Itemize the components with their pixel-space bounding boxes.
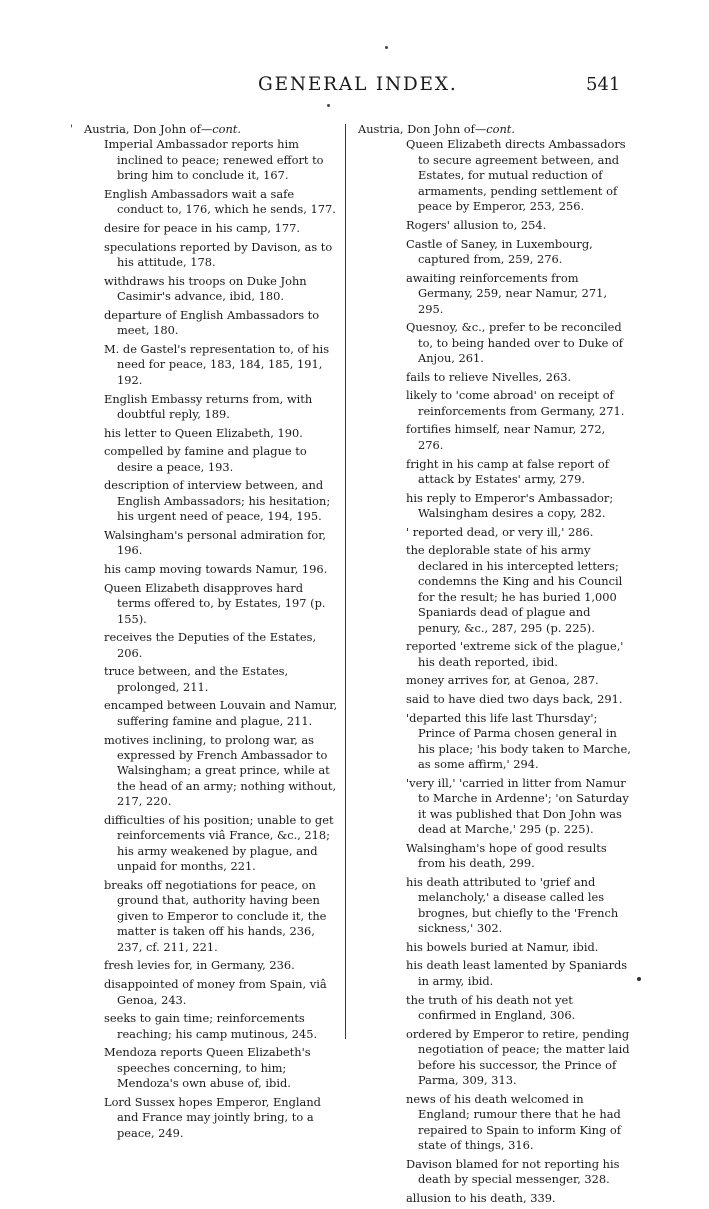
subentry: 'departed this life last Thursday'; Prince of Parma chosen general in his place; 'his body taken to Marche, as some affirm,' 294. [406, 710, 631, 772]
subentry: Quesnoy, &c., prefer to be reconciled to, to being handed over to Duke of Anjou, 261. [406, 320, 624, 366]
subentry: the truth of his death not yet confirmed in England, 306. [406, 992, 576, 1022]
subentry: withdraws his troops on Duke John Casimir's advance, ibid, 180. [104, 273, 307, 304]
entry-heading [358, 122, 632, 137]
subentry: said to have died two days back, 291. [406, 692, 623, 707]
subentry: truce between, and the Estates, prolonged, 211. [104, 664, 289, 694]
subentry: ordered by Emperor to retire, pending negotiation of peace; the matter laid before his successor, the Prince of Parma, 309, 313. [406, 1026, 630, 1087]
subentry: 'very ill,' 'carried in litter from Namur to Marche in Ardenne'; 'on Saturday it was published that Don John was dead at Marche,' 295 (p. 225). [406, 775, 629, 837]
subentry: fright in his camp at false report of attack by Estates' army, 279. [406, 456, 609, 487]
running-head [0, 74, 709, 104]
subentry: Rogers' allusion to, 254. [406, 217, 547, 232]
left-column [84, 122, 338, 1144]
heading-name: Austria, Don John of [358, 122, 475, 136]
subentry: Imperial Ambassador reports him inclined to peace; renewed effort to bring him to conclude it, 167. [104, 137, 324, 183]
subentry: receives the Deputies of the Estates, 206. [104, 630, 317, 660]
subentry: his letter to Queen Elizabeth, 190. [104, 425, 303, 440]
subentry: his death least lamented by Spaniards in army, ibid. [406, 958, 628, 988]
subentry: English Ambassadors wait a safe conduct to, 176, which he sends, 177. [104, 187, 336, 217]
subentry: Lord Sussex hopes Emperor, England and France may jointly bring, to a peace, 249. [104, 1094, 321, 1140]
subentry: Queen Elizabeth directs Ambassadors to secure agreement between, and Estates, for mutual reduction of armaments, pending settlement of peace by Emperor, 253, 256. [406, 137, 626, 214]
subentry: Castle of Saney, in Luxembourg, captured from, 259, 276. [406, 236, 593, 266]
subentry: description of interview between, and English Ambassadors; his hesitation; his urgent need of peace, 194, 195. [104, 478, 331, 524]
column-divider [345, 124, 346, 1039]
subentry: Davison blamed for not reporting his death by special messenger, 328. [406, 1156, 620, 1187]
subentry: likely to 'come abroad' on receipt of reinforcements from Germany, 271. [406, 388, 625, 418]
subentry: the deplorable state of his army declared in his intercepted letters; condemns the King and his Council for the result; he has buried 1,000 Spaniards dead of plague and penury, &c., 287, 295 (p. 225). [406, 543, 623, 635]
subentry: ' reported dead, or very ill,' 286. [406, 524, 594, 539]
heading-name: Austria, Don John of [84, 122, 201, 136]
subentry: Queen Elizabeth disapproves hard terms offered to, by Estates, 197 (p. 155). [104, 580, 326, 626]
subentry: difficulties of his position; unable to get reinforcements viâ France, &c., 218; his army weakened by plague, and unpaid for months, 221. [104, 812, 334, 874]
subentry: M. de Gastel's representation to, of his need for peace, 183, 184, 185, 191, 192. [104, 342, 330, 387]
printer-dot [327, 104, 330, 107]
subentry: seeks to gain time; reinforcements reaching; his camp mutinous, 245. [104, 1011, 318, 1041]
subentry-list [84, 137, 338, 1141]
right-column [358, 122, 632, 1209]
subentry: awaiting reinforcements from Germany, 259, near Namur, 271, 295. [406, 270, 607, 316]
subentry: compelled by famine and plague to desire a peace, 193. [104, 444, 307, 474]
subentry: his bowels buried at Namur, ibid. [406, 939, 599, 954]
subentry: encamped between Louvain and Namur, suffering famine and plague, 211. [104, 698, 338, 728]
subentry: fortifies himself, near Namur, 272, 276. [406, 422, 606, 452]
subentry: motives inclining, to prolong war, as expressed by French Ambassador to Walsingham; a great prince, while at the head of an army; nothing without, 217, 220. [104, 732, 337, 809]
subentry: breaks off negotiations for peace, on ground that, authority having been given to Emperor to conclude it, the matter is taken off his hands, 236, 237, cf. 211, 221. [104, 877, 327, 954]
subentry: Walsingham's hope of good results from his death, 299. [406, 840, 607, 871]
subentry: reported 'extreme sick of the plague,' his death reported, ibid. [406, 639, 624, 669]
subentry: fresh levies for, in Germany, 236. [104, 958, 295, 973]
subentry: Walsingham's personal admiration for, 196. [104, 527, 327, 558]
subentry: money arrives for, at Genoa, 287. [406, 673, 599, 688]
subentry: departure of English Ambassadors to meet, 180. [104, 307, 320, 338]
entry-heading [84, 122, 338, 137]
subentry: allusion to his death, 339. [406, 1190, 556, 1205]
subentry: his reply to Emperor's Ambassador; Walsingham desires a copy, 282. [406, 490, 614, 521]
page-number: 541 [586, 74, 621, 95]
subentry: Mendoza reports Queen Elizabeth's speeches concerning, to him; Mendoza's own abuse of, ibid. [104, 1045, 311, 1091]
margin-mark: ' [70, 124, 73, 135]
heading-suffix: —cont. [474, 122, 516, 136]
subentry: English Embassy returns from, with doubtful reply, 189. [104, 391, 313, 422]
heading-suffix: —cont. [200, 122, 242, 136]
subentry: fails to relieve Nivelles, 263. [406, 369, 572, 384]
subentry: disappointed of money from Spain, viâ Genoa, 243. [104, 977, 327, 1007]
printer-dot [385, 46, 388, 49]
subentry: speculations reported by Davison, as to his attitude, 178. [104, 239, 333, 270]
subentry-list [358, 137, 632, 1206]
subentry: news of his death welcomed in England; rumour there that he had repaired to Spain to inform King of state of things, 316. [406, 1091, 622, 1152]
running-title: GENERAL INDEX. [258, 74, 458, 95]
subentry: his death attributed to 'grief and melancholy,' a disease called les brognes, but chiefly to the 'French sickness,' 302. [406, 874, 619, 936]
subentry: desire for peace in his camp, 177. [104, 221, 300, 236]
printer-dot [637, 977, 641, 981]
subentry: his camp moving towards Namur, 196. [104, 562, 328, 577]
